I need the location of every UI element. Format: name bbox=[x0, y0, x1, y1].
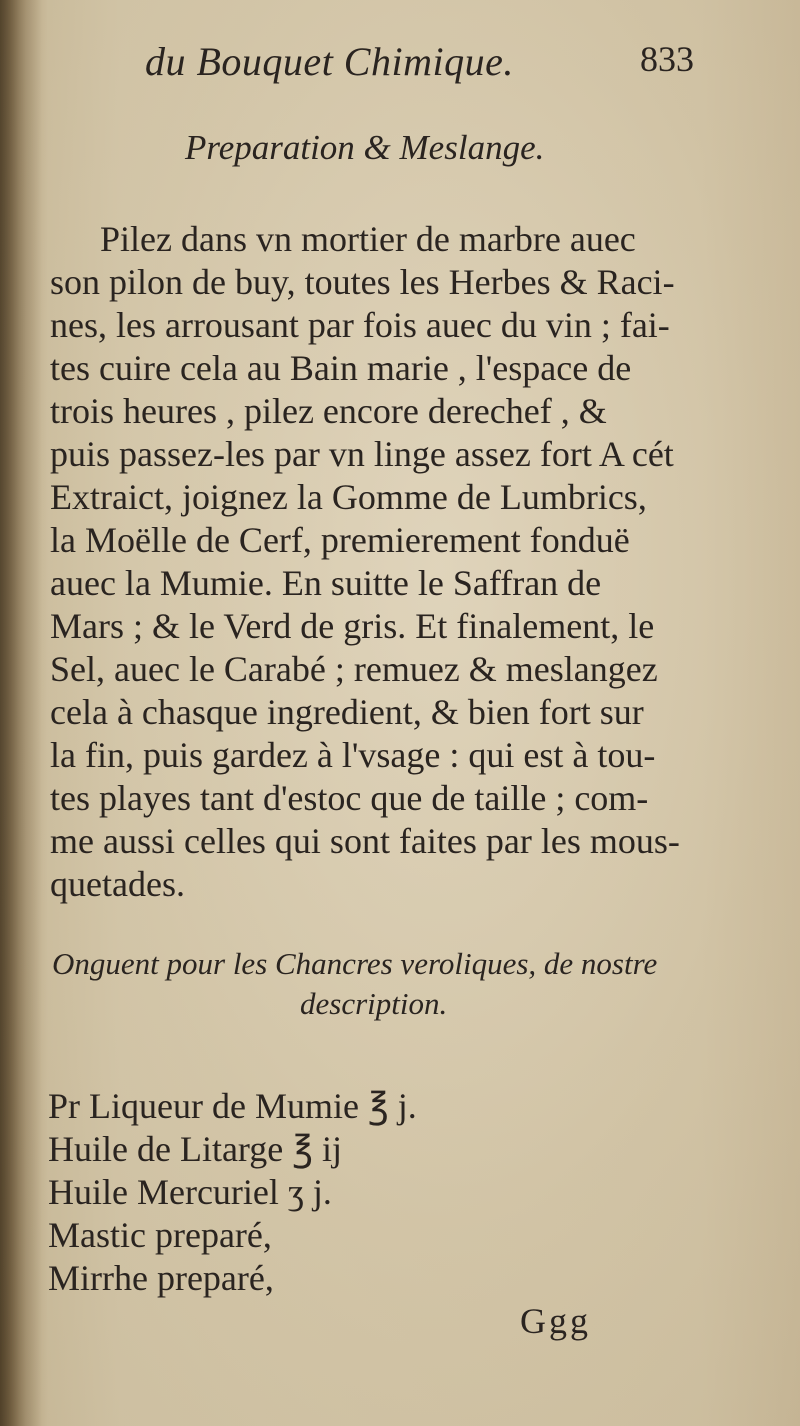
body-line: me aussi celles qui sont faites par les mous- bbox=[50, 821, 680, 861]
body-line: Sel, auec le Carabé ; remuez & meslangez bbox=[50, 649, 658, 689]
body-line: trois heures , pilez encore derechef , & bbox=[50, 391, 607, 431]
body-line: Extraict, joignez la Gomme de Lumbrics, bbox=[50, 477, 647, 517]
body-line: Mars ; & le Verd de gris. Et finalement, le bbox=[50, 606, 655, 646]
subheading-line-1: Onguent pour les Chancres veroliques, de nostre bbox=[52, 946, 658, 981]
body-line: tes playes tant d'estoc que de taille ; com- bbox=[50, 778, 649, 818]
body-line: Pilez dans vn mortier de marbre auec bbox=[100, 219, 636, 259]
recipe-item: Huile de Litarge ℥ ij bbox=[48, 1129, 343, 1169]
section-title: Preparation & Meslange. bbox=[185, 128, 545, 167]
body-line: la Moëlle de Cerf, premierement fonduë bbox=[50, 520, 630, 560]
subheading-line-2: description. bbox=[300, 986, 448, 1021]
recipe-item: Mirrhe preparé, bbox=[48, 1258, 274, 1298]
running-header: du Bouquet Chimique. bbox=[145, 39, 514, 84]
body-line: la fin, puis gardez à l'vsage : qui est à tou- bbox=[50, 735, 656, 775]
recipe-item: Pr Liqueur de Mumie ℥ j. bbox=[48, 1086, 417, 1126]
recipe-item: Huile Mercuriel ʒ j. bbox=[48, 1172, 332, 1212]
body-line: nes, les arrousant par fois auec du vin ; fai- bbox=[50, 305, 670, 345]
body-line: quetades. bbox=[50, 864, 185, 904]
body-line: auec la Mumie. En suitte le Saffran de bbox=[50, 563, 602, 603]
body-line: puis passez-les par vn linge assez fort A cét bbox=[50, 434, 674, 474]
recipe-item: Mastic preparé, bbox=[48, 1215, 272, 1255]
page-number: 833 bbox=[640, 39, 694, 79]
binding-gutter bbox=[0, 0, 42, 1426]
signature-mark: Ggg bbox=[520, 1301, 591, 1341]
body-line: tes cuire cela au Bain marie , l'espace de bbox=[50, 348, 632, 388]
body-line: son pilon de buy, toutes les Herbes & Raci- bbox=[50, 262, 675, 302]
body-line: cela à chasque ingredient, & bien fort sur bbox=[50, 692, 644, 732]
